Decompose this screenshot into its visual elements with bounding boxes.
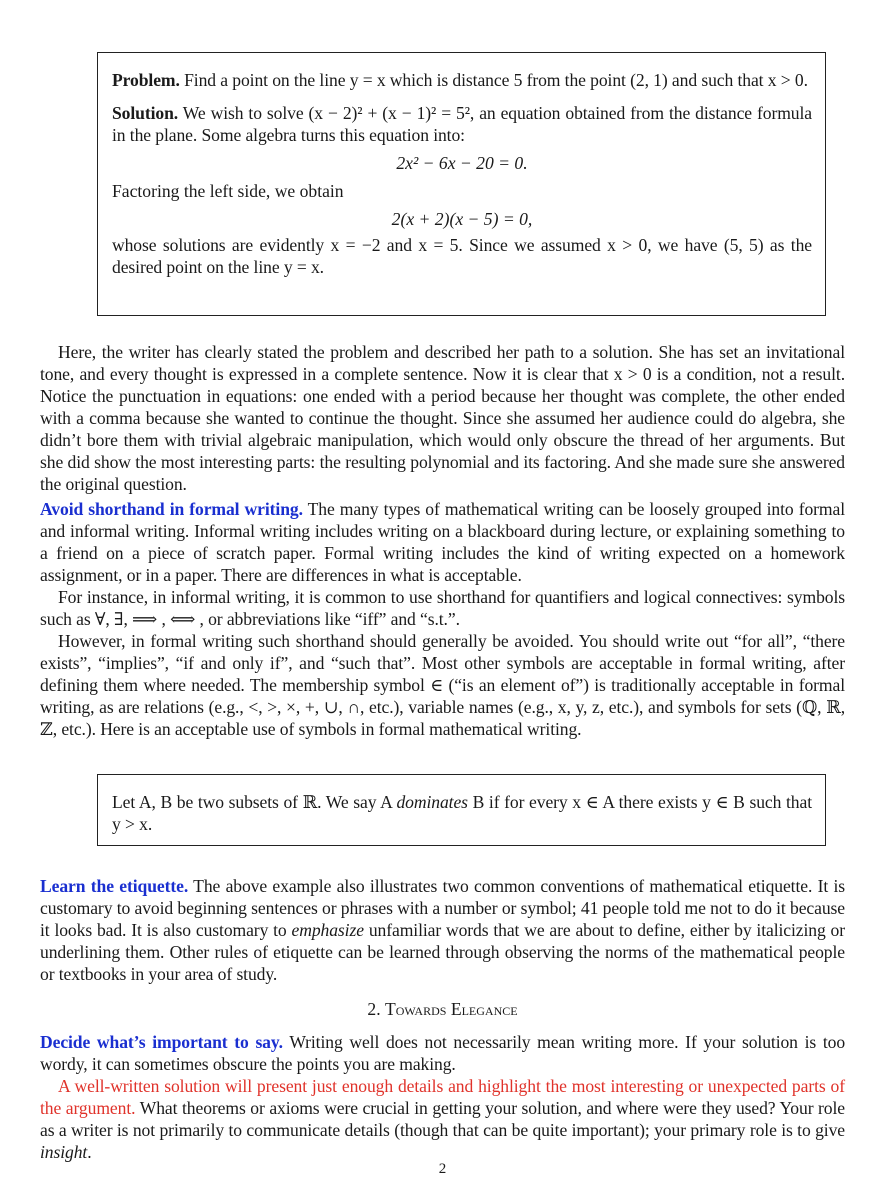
important-text-2-after: .	[87, 1142, 92, 1162]
shorthand-heading: Avoid shorthand in formal writing.	[40, 499, 303, 519]
important-paragraph-1	[40, 1031, 845, 1075]
important-paragraph-2	[40, 1075, 845, 1163]
problem-text: Find a point on the line y = x which is distance 5 from the point (2, 1) and such that x > 0.	[184, 70, 808, 90]
shorthand-paragraph-3: However, in formal writing such shorthand should generally be avoided. You should write out “for all”, “there exists”, “implies”, “if and only if”, and “such that”. Most other symbols are acceptable in formal writing, after defining them where needed. The membership symbol ∈ (“is an element of”) is traditionally acceptable in formal writing, as are relations (e.g., <, >, ×, +, ∪, ∩, etc.), variable names (e.g., x, y, z, etc.), and symbols for sets (ℚ, ℝ, ℤ, etc.). Here is an acceptable use of symbols in formal mathematical writing.	[40, 631, 845, 739]
important-text-1: Writing well does not necessarily mean writing more. If your solution is too wordy, it can sometimes obscure the points you are making.	[40, 1032, 846, 1074]
solution-label: Solution.	[112, 103, 179, 123]
important-text-2-before: What theorems or axioms were crucial in getting your solution, and where were they used? Your role as a writer is not primarily to communicate details (though that can be quite important); your primary role is to give	[40, 1098, 846, 1140]
page-number: 2	[438, 1161, 447, 1177]
section-title: Towards Elegance	[385, 999, 518, 1019]
section-heading	[40, 998, 845, 1020]
equation-quadratic: 2x² − 6x − 20 = 0.	[396, 153, 528, 173]
analysis-block	[40, 341, 845, 495]
shorthand-text-1: The many types of mathematical writing can be loosely grouped into formal and informal writing. Informal writing includes writing on a blackboard during lecture, or explaining something to a friend on a piece of scratch paper. Formal writing includes the kind of writing expected on a homework assignment, or in a paper. There are differences in what is acceptable.	[40, 499, 846, 585]
important-heading: Decide what’s important to say.	[40, 1032, 283, 1052]
factoring-text: Factoring the left side, we obtain	[112, 181, 344, 201]
definition-text-before: Let A, B be two subsets of ℝ. We say A	[112, 792, 392, 812]
etiquette-text-after: unfamiliar words that we are about to define, either by italicizing or underlining them. Other rules of etiquette can be learned through observing the norms of the mathematical people or textbooks in your area of study.	[40, 920, 845, 984]
important-highlight: A well-written solution will present just enough details and highlight the most interesting or unexpected parts of the argument.	[40, 1076, 845, 1118]
equation-factored: 2(x + 2)(x − 5) = 0,	[391, 209, 533, 229]
etiquette-section	[40, 875, 845, 985]
etiquette-heading: Learn the etiquette.	[40, 876, 189, 896]
definition-example-box	[97, 774, 826, 846]
shorthand-section	[40, 498, 845, 740]
section-number: 2.	[367, 999, 381, 1019]
analysis-paragraph: Here, the writer has clearly stated the problem and described her path to a solution. She has set an invitational tone, and every thought is expressed in a complete sentence. Now it is clear that x > 0 is a condition, not a result. Notice the punctuation in equations: one ended with a period because her thought was complete, the other ended with a comma because she wanted to continue the thought. Since she assumed her audience could do algebra, she didn’t bore them with trivial algebraic manipulation, which would only obscure the thread of her arguments. But she did show the most interesting parts: the resulting polynomial and its factoring. And she made sure she answered the original question.	[40, 342, 845, 494]
solution-text: We wish to solve (x − 2)² + (x − 1)² = 5², an equation obtained from the distance formula in the plane. Some algebra turns this equation into:	[112, 103, 812, 145]
definition-text-after: B if for every x ∈ A there exists y ∈ B such that y > x.	[112, 792, 812, 834]
definition-emphasis: dominates	[396, 792, 468, 812]
etiquette-emphasis: emphasize	[291, 920, 364, 940]
important-section	[40, 1031, 845, 1163]
etiquette-paragraph	[40, 875, 845, 985]
problem-label: Problem.	[112, 70, 180, 90]
etiquette-text-before: The above example also illustrates two common conventions of mathematical etiquette. It is customary to avoid beginning sentences or phrases with a number or symbol; 41 people told me not to do it because it looks bad. It is also customary to	[40, 876, 846, 940]
solution-paragraph	[112, 102, 812, 146]
important-emphasis: insight	[40, 1142, 88, 1162]
shorthand-paragraph-2: For instance, in informal writing, it is common to use shorthand for quantifiers and logical connectives: symbols such as ∀, ∃, ⟹ , ⟺ , or abbreviations like “iff” and “s.t.”.	[40, 587, 845, 629]
problem-solution-box	[97, 52, 826, 316]
shorthand-paragraph-1	[40, 498, 845, 586]
definition-text	[112, 791, 812, 835]
conclusion-text: whose solutions are evidently x = −2 and x = 5. Since we assumed x > 0, we have (5, 5) as the desired point on the line y = x.	[112, 235, 812, 277]
problem-paragraph	[112, 69, 812, 91]
